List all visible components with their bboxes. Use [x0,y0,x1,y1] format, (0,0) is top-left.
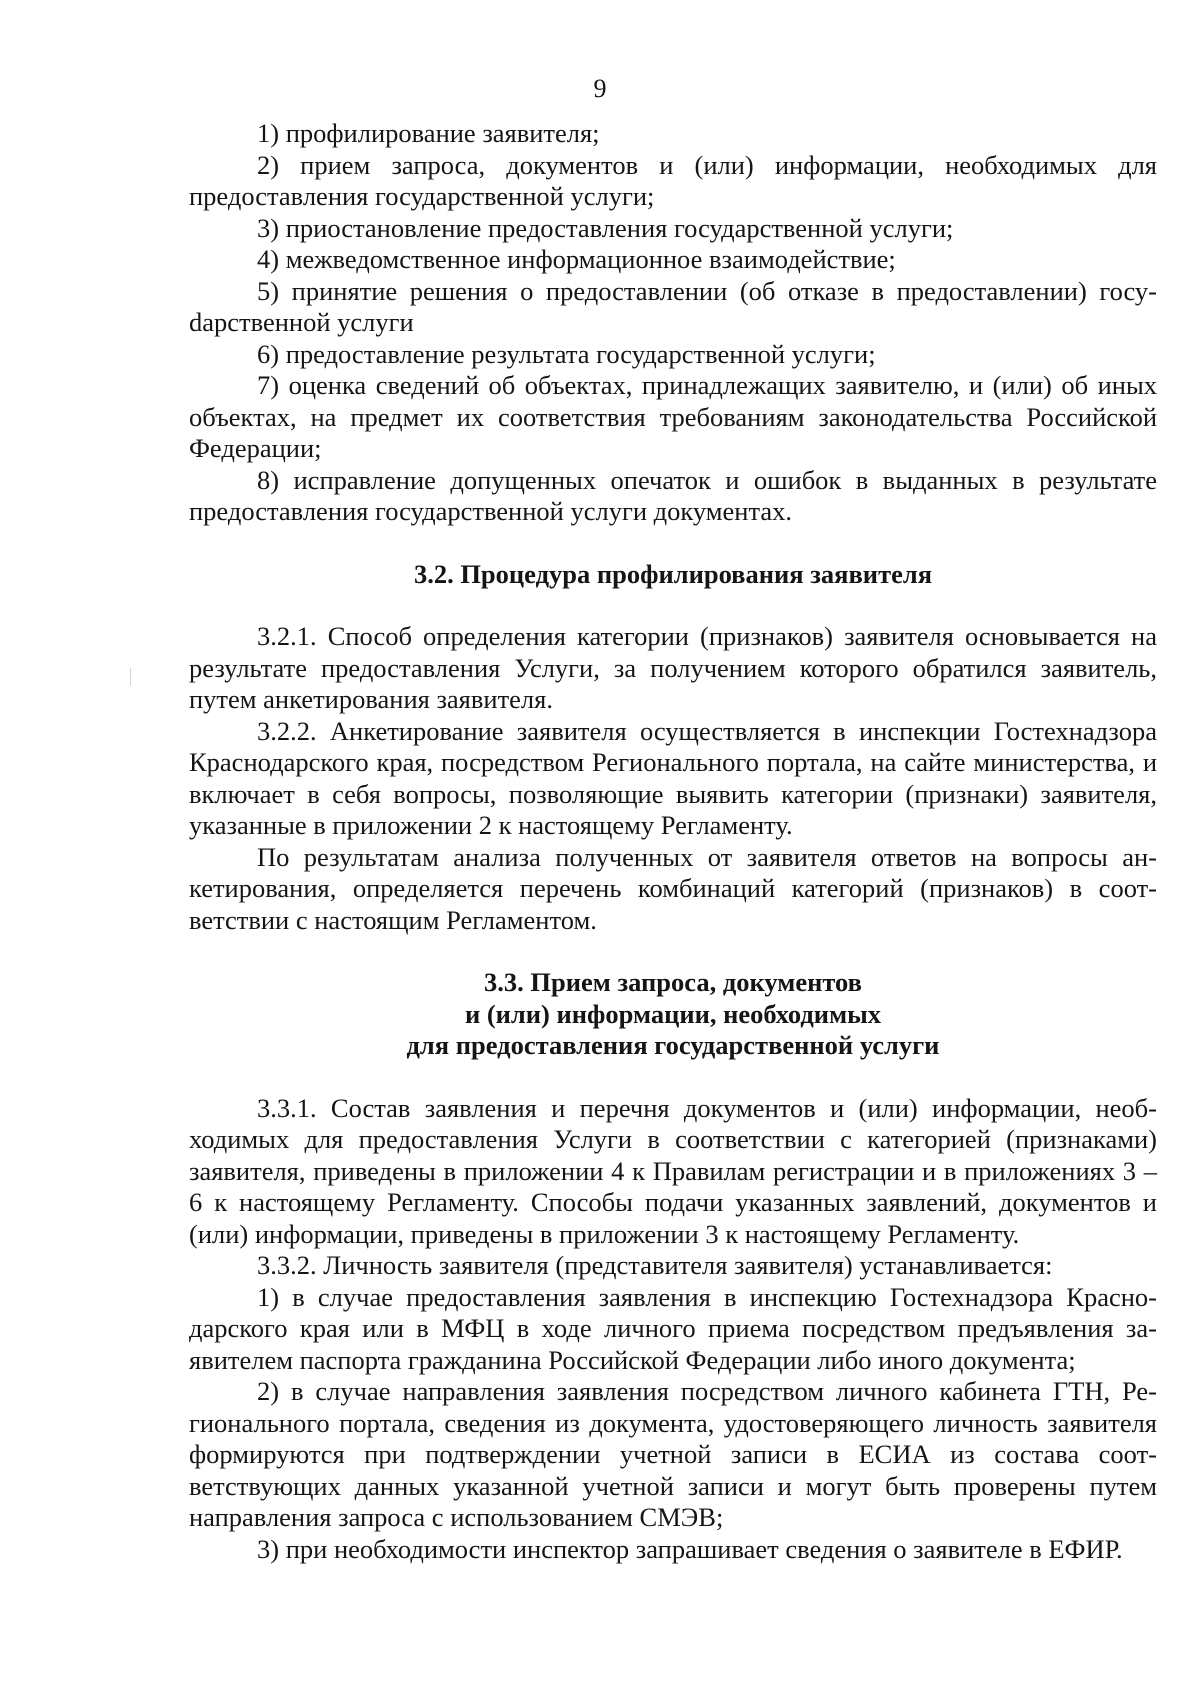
paragraph: 3.2.2. Анкетирование заявителя осуществляется в инспекции Гостехнадзора Краснодарского края, посредством Регионального портала, на сайте министерства, и включает в себя вопросы, позволяющие выявить категории (признаки) заявителя, указанные в приложении 2 к настоящему Регламенту. [189,715,1157,840]
paragraph: 3.3.1. Состав заявления и перечня документов и (или) информации, необходимых для предоставления Услуги в соответствии с категорией (признаками) заявителя, приведены в приложении 4 к Правилам регистрации и в приложениях 3 – 6 к настоящему Регламенту. Способы подачи указанных заявлений, документов и (или) информации, приведены в приложении 3 к настоящему Регламенту. [189,1092,1157,1249]
paragraph: 3.2.1. Способ определения категории (признаков) заявителя основывается на результате предоставления Услуги, за получением которого обратился заявитель, путем анкетирования заявителя. [189,621,1157,714]
list-item: 3) приостановление предоставления государственной услуги; [257,212,954,243]
list-item: 5) принятие решения о предоставлении (об отказе в предоставлении) госуdарственной услуги [189,275,1157,337]
list-item: 7) оценка сведений об объектах, принадлежащих заявителю, и (или) об иных объектах, на предмет их соответствия требованиям законодательства Российской Федерации; [189,370,1157,463]
list-item: 1) профилирование заявителя; [257,118,600,148]
paragraph: По результатам анализа полученных от заявителя ответов на вопросы анкетирования, определяется перечень комбинаций категорий (признаков) в соответствии с настоящим Регламентом. [189,841,1157,935]
paragraph: 3.3.2. Личность заявителя (представителя заявителя) устанавливается: [257,1250,1053,1280]
page-number: 9 [593,74,607,103]
scan-artifact-mark [130,668,131,686]
list-item: 8) исправление допущенных опечаток и ошибок в выданных в результате предоставления государственной услуги документах. [189,464,1157,526]
section-3-3 [189,967,1157,1565]
section-heading-line: для предоставления государственной услуги [406,1030,940,1060]
section-heading: 3.2. Процедура профилирования заявителя [413,558,933,589]
section-heading-line: 3.3. Прием запроса, документов [484,967,862,997]
section-heading [189,967,1157,1062]
list-item: 3) при необходимости инспектор запрашивает сведения о заявителе в ЕФИР. [257,1533,1123,1564]
list-item: 1) в случае предоставления заявления в инспекцию Гостехнадзора Краснодарского края или в МФЦ в ходе личного приема посредством предъявления заявителем паспорта гражданина Российской Федерации либо иного документа; [189,1281,1157,1375]
section-3-2 [189,559,1157,937]
list-item: 4) межведомственное информационное взаимодействие; [257,244,896,274]
section-heading-line: и (или) информации, необходимых [464,998,882,1029]
list-item: 2) прием запроса, документов и (или) информации, необходимых для предоставления государственной услуги; [189,149,1157,211]
document-body [189,118,1157,1565]
procedures-list [189,118,1157,528]
list-item: 6) предоставление результата государственной услуги; [257,338,876,369]
list-item: 2) в случае направления заявления посредством личного кабинета ГТН, Регионального портала, сведения из документа, удостоверяющего личность заявителя формируются при подтверждении учетной записи в ЕСИА из состава соответствующих данных указанной учетной записи и могут быть проверены путем направления запроса с использованием СМЭВ; [189,1376,1157,1532]
